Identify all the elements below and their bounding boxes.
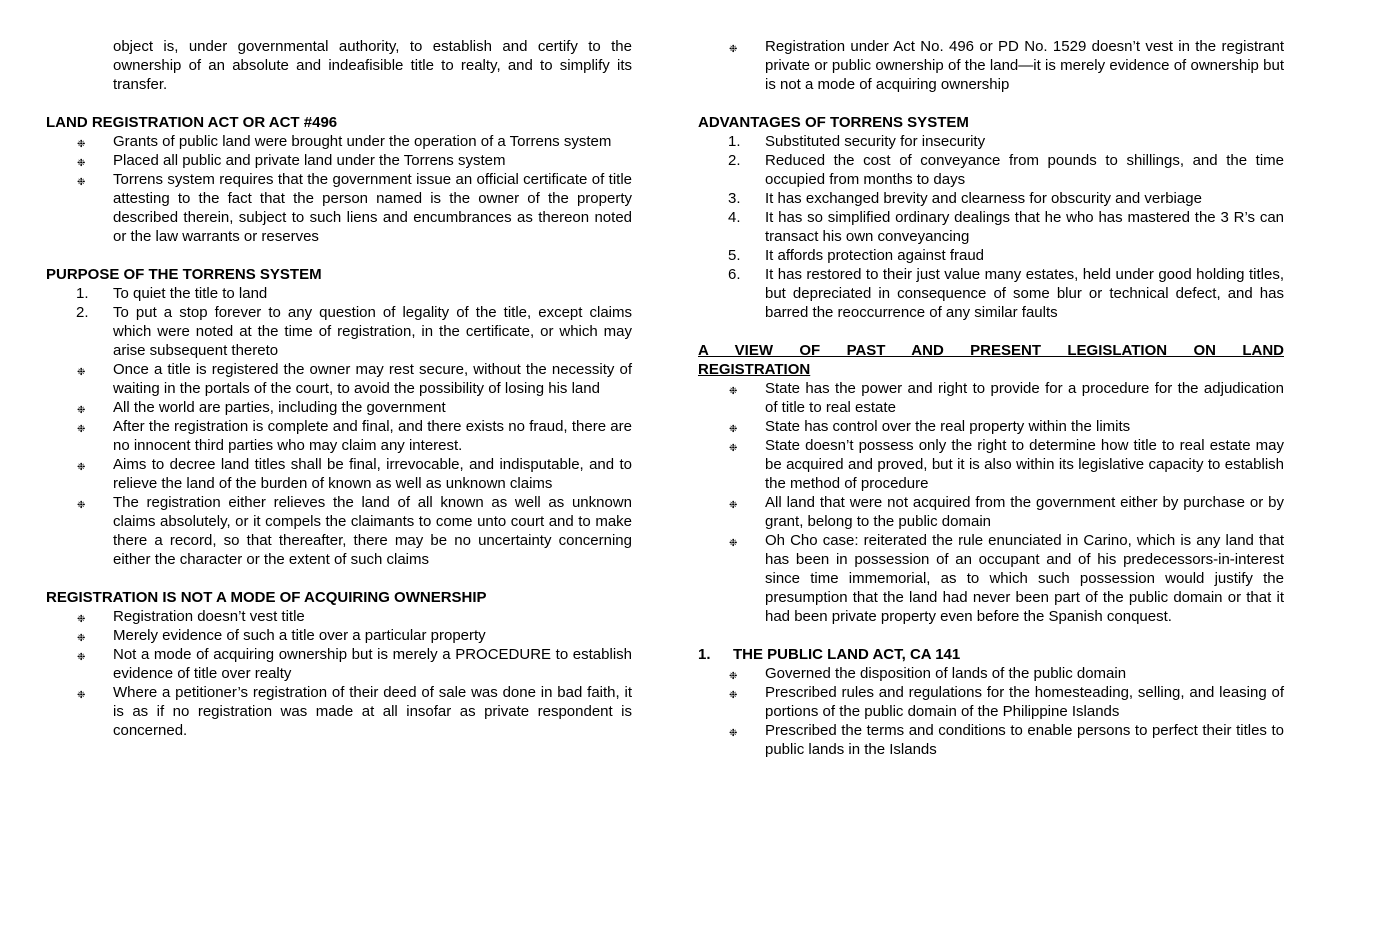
dingbat-bullet-icon: ❉ — [77, 500, 86, 511]
section-heading: PURPOSE OF THE TORRENS SYSTEM — [46, 266, 322, 283]
bullet-item — [46, 645, 632, 683]
list-item-text: All the world are parties, including the government — [113, 399, 446, 416]
list-number: 4. — [728, 209, 741, 226]
bullet-item — [46, 360, 632, 398]
bullet-item — [698, 531, 1284, 626]
list-item-text: The registration either relieves the land of all known as well as unknown claims absolutely, or it compels the claimants to come unto court and to make there a record, so that thereafter, there may be no uncertainty concerning either the character or the extent of such claims — [113, 494, 632, 568]
list-item-text: Where a petitioner’s registration of their deed of sale was done in bad faith, it is as if no registration was made at all insofar as private respondent is concerned. — [113, 684, 632, 739]
numbered-item — [698, 132, 1284, 151]
numbered-item — [46, 303, 632, 360]
bullet-list — [46, 132, 632, 246]
heading-text: THE PUBLIC LAND ACT, CA 141 — [733, 646, 961, 663]
list-item-text: After the registration is complete and final, and there exists no fraud, there are no innocent third parties who may claim any interest. — [113, 418, 632, 454]
dingbat-bullet-icon: ❉ — [729, 538, 738, 549]
dingbat-bullet-icon: ❉ — [77, 139, 86, 150]
bullet-item — [698, 37, 1284, 94]
bullet-item — [698, 683, 1284, 721]
numbered-item — [46, 284, 632, 303]
list-number: 1. — [728, 133, 741, 150]
bullet-item — [698, 493, 1284, 531]
list-number: 2. — [728, 152, 741, 169]
list-item-text: To quiet the title to land — [113, 285, 268, 302]
bullet-item — [46, 417, 632, 455]
bullet-item — [46, 626, 632, 645]
list-number: 5. — [728, 247, 741, 264]
list-item-text: Grants of public land were brought under the operation of a Torrens system — [113, 133, 612, 150]
bullet-item — [46, 493, 632, 569]
dingbat-bullet-icon: ❉ — [77, 158, 86, 169]
dingbat-bullet-icon: ❉ — [729, 671, 738, 682]
dingbat-bullet-icon: ❉ — [729, 424, 738, 435]
numbered-list — [698, 132, 1284, 322]
bullet-list — [698, 664, 1284, 759]
list-item-text: Merely evidence of such a title over a particular property — [113, 627, 486, 644]
bullet-item — [46, 170, 632, 246]
list-item-text: It has so simplified ordinary dealings that he who has mastered the 3 R’s can transact his own conveyancing — [765, 209, 1284, 245]
bullet-item — [46, 607, 632, 626]
list-item-text: Torrens system requires that the government issue an official certificate of title attesting to the fact that the person named is the owner of the property described therein, subject to such liens and encumbrances as thereon noted or the law warrants or reserves — [113, 171, 632, 245]
left-column — [46, 37, 632, 740]
bullet-list — [698, 37, 1284, 94]
right-column — [698, 37, 1284, 759]
dingbat-bullet-icon: ❉ — [77, 462, 86, 473]
heading-line: REGISTRATION — [698, 361, 811, 378]
numbered-list — [46, 284, 632, 360]
bullet-item — [698, 379, 1284, 417]
dingbat-bullet-icon: ❉ — [729, 500, 738, 511]
section-heading — [698, 341, 1284, 379]
dingbat-bullet-icon: ❉ — [77, 367, 86, 378]
bullet-item — [46, 455, 632, 493]
section-heading: ADVANTAGES OF TORRENS SYSTEM — [698, 114, 969, 131]
dingbat-bullet-icon: ❉ — [77, 177, 86, 188]
heading-line: A VIEW OF PAST AND PRESENT LEGISLATION ON LAND — [698, 342, 1284, 359]
list-item-text: To put a stop forever to any question of legality of the title, except claims which were noted at the time of registration, in the certificate, or which may arise subsequent thereto — [113, 304, 632, 359]
list-item-text: State has the power and right to provide for a procedure for the adjudication of title to real estate — [765, 380, 1284, 416]
list-item-text: Aims to decree land titles shall be final, irrevocable, and indisputable, and to relieve the land of the burden of known as well as unknown claims — [113, 456, 632, 492]
dingbat-bullet-icon: ❉ — [729, 44, 738, 55]
bullet-item — [698, 417, 1284, 436]
dingbat-bullet-icon: ❉ — [77, 405, 86, 416]
section-heading: LAND REGISTRATION ACT OR ACT #496 — [46, 114, 338, 131]
numbered-item — [698, 151, 1284, 189]
bullet-list — [698, 379, 1284, 626]
dingbat-bullet-icon: ❉ — [729, 728, 738, 739]
numbered-item — [698, 208, 1284, 246]
list-number: 1. — [76, 285, 89, 302]
list-item-text: State has control over the real property within the limits — [765, 418, 1131, 435]
list-item-text: Placed all public and private land under the Torrens system — [113, 152, 506, 169]
bullet-item — [698, 436, 1284, 493]
heading-number: 1. — [698, 646, 711, 663]
numbered-item — [698, 189, 1284, 208]
list-item-text: Prescribed the terms and conditions to enable persons to perfect their titles to public lands in the Islands — [765, 722, 1284, 758]
numbered-item — [698, 246, 1284, 265]
list-item-text: Registration doesn’t vest title — [113, 608, 305, 625]
list-item-text: Governed the disposition of lands of the public domain — [765, 665, 1127, 682]
list-number: 2. — [76, 304, 89, 321]
dingbat-bullet-icon: ❉ — [77, 633, 86, 644]
dingbat-bullet-icon: ❉ — [729, 386, 738, 397]
dingbat-bullet-icon: ❉ — [77, 690, 86, 701]
list-number: 6. — [728, 266, 741, 283]
paragraph: object is, under governmental authority, to establish and certify to the ownership of an absolute and indeafisible title to realty, and to simplify its transfer. — [113, 38, 632, 93]
bullet-list — [46, 607, 632, 740]
list-item-text: All land that were not acquired from the government either by purchase or by grant, belong to the public domain — [765, 494, 1284, 530]
bullet-item — [46, 151, 632, 170]
list-item-text: It has restored to their just value many estates, held under good holding titles, but depreciated in consequence of some blur or technical defect, and has barred the reoccurrence of any similar faults — [765, 266, 1284, 321]
list-item-text: Not a mode of acquiring ownership but is merely a PROCEDURE to establish evidence of title over realty — [113, 646, 632, 682]
bullet-item — [698, 664, 1284, 683]
list-item-text: Once a title is registered the owner may rest secure, without the necessity of waiting in the portals of the court, to avoid the possibility of losing his land — [113, 361, 632, 397]
dingbat-bullet-icon: ❉ — [729, 690, 738, 701]
list-item-text: State doesn’t possess only the right to determine how title to real estate may be acquired and proved, but it is also within its legislative capacity to establish the method of procedure — [765, 437, 1284, 492]
list-item-text: It affords protection against fraud — [765, 247, 985, 264]
numbered-item — [698, 265, 1284, 322]
dingbat-bullet-icon: ❉ — [77, 424, 86, 435]
dingbat-bullet-icon: ❉ — [729, 443, 738, 454]
bullet-item — [46, 132, 632, 151]
dingbat-bullet-icon: ❉ — [77, 614, 86, 625]
list-item-text: Reduced the cost of conveyance from pounds to shillings, and the time occupied from months to days — [765, 152, 1284, 188]
list-item-text: It has exchanged brevity and clearness for obscurity and verbiage — [765, 190, 1202, 207]
list-item-text: Prescribed rules and regulations for the homesteading, selling, and leasing of portions of the public domain of the Philippine Islands — [765, 684, 1284, 720]
bullet-item — [698, 721, 1284, 759]
list-item-text: Oh Cho case: reiterated the rule enunciated in Carino, which is any land that has been in possession of an occupant and of his predecessors-in-interest since time immemorial, as to which such possession would justify the presumption that the land had never been part of the public domain or that it had been private property even before the Spanish conquest. — [765, 532, 1284, 625]
list-number: 3. — [728, 190, 741, 207]
dingbat-bullet-icon: ❉ — [77, 652, 86, 663]
list-item-text: Substituted security for insecurity — [765, 133, 986, 150]
bullet-list — [46, 360, 632, 569]
numbered-section-heading — [698, 645, 1284, 664]
section-heading: REGISTRATION IS NOT A MODE OF ACQUIRING OWNERSHIP — [46, 589, 487, 606]
bullet-item — [46, 398, 632, 417]
list-item-text: Registration under Act No. 496 or PD No. 1529 doesn’t vest in the registrant private or public ownership of the land—it is merely evidence of ownership but is not a mode of acquiring ownership — [765, 38, 1284, 93]
bullet-item — [46, 683, 632, 740]
